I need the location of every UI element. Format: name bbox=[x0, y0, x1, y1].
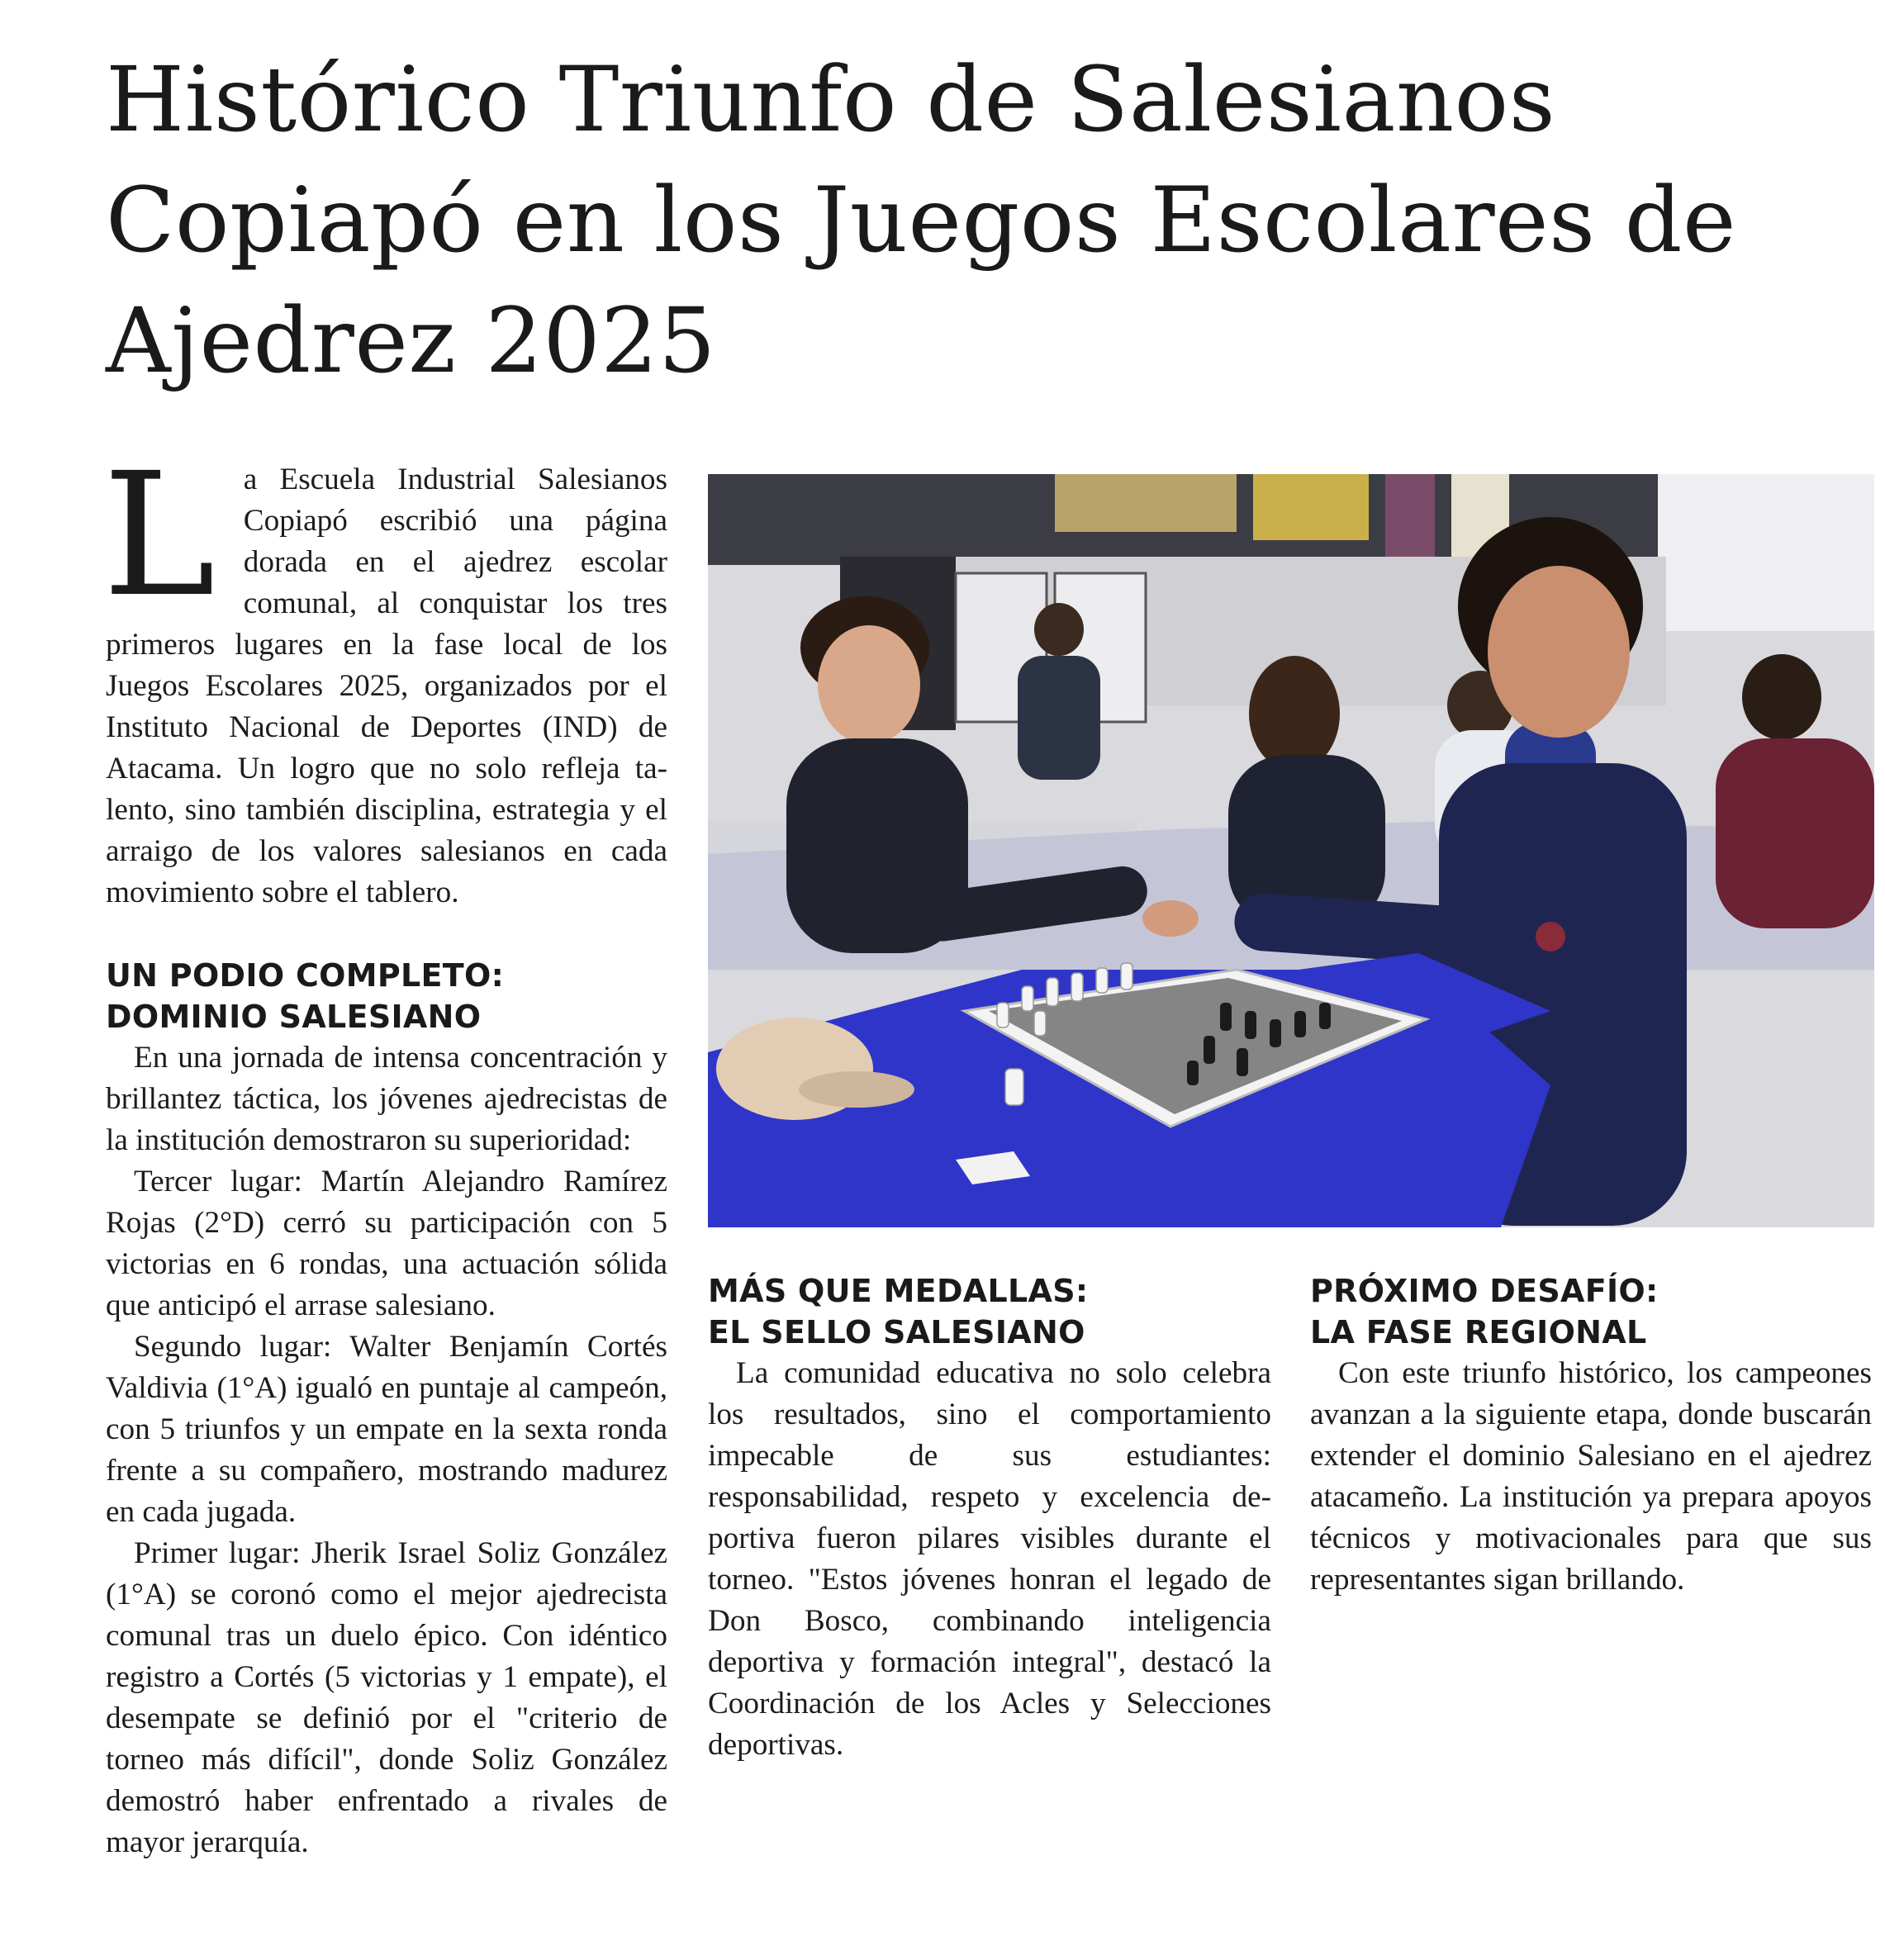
body-paragraph: Tercer lugar: Martín Alejandro Ramírez Rojas (2°D) cerró su participación con 5 victorias en 6 rondas, una actuación sólida que anticipó el arrase salesiano. bbox=[106, 1165, 667, 1322]
article-photo bbox=[708, 474, 1874, 1227]
section-heading-podio bbox=[106, 955, 667, 1037]
heading-line: EL SELLO SALESIANO bbox=[708, 1314, 1085, 1350]
body-paragraph: En una jornada de intensa concentración y brillantez táctica, los jóvenes ajedrecistas de la institución demostraron su superioridad: bbox=[106, 1041, 667, 1157]
drop-cap: L bbox=[102, 436, 216, 634]
intro-text: a Escuela Industrial Salesianos Copiapó escribió una página dorada en el ajedrez escolar comunal, al conquistar los tres primeros lugares en la fase local de los Juegos Escolares 2025, organizados por el Instituto Nacional de Deportes (IND) de Atacama. Un logro que no solo refleja talento, sino también disciplina, estrategia y el arraigo de los valores salesianos en cada movimiento sobre el tablero. bbox=[106, 463, 667, 909]
intro-paragraph bbox=[102, 436, 667, 914]
column-2 bbox=[708, 1270, 1271, 1766]
heading-line: UN PODIO COMPLETO: bbox=[106, 957, 505, 994]
column-3 bbox=[1310, 1270, 1872, 1601]
heading-line: MÁS QUE MEDALLAS: bbox=[708, 1273, 1089, 1309]
section-heading-medallas bbox=[708, 1270, 1271, 1353]
chess-handshake-photo bbox=[708, 474, 1874, 1227]
body-paragraph: Con este triunfo histórico, los campeones avanzan a la siguiente etapa, donde buscarán extender el dominio Salesiano en el ajedrez atacameño. La institución ya prepara apoyos técnicos y motivacionales para que sus representantes sigan brillando. bbox=[1310, 1356, 1872, 1597]
heading-line: LA FASE REGIONAL bbox=[1310, 1314, 1647, 1350]
body-paragraph: La comunidad educativa no solo celebra los resultados, sino el comportamiento impecable de sus estudiantes: responsabilidad, respeto y excelencia deportiva fueron pilares visibles durante el torneo. "Estos jóvenes honran el legado de Don Bosco, combinando inteligencia deportiva y formación integral", destacó la Coordinación de los Acles y Selecciones deportivas. bbox=[708, 1356, 1271, 1762]
section-heading-desafio bbox=[1310, 1270, 1872, 1353]
column-1 bbox=[102, 436, 667, 1863]
heading-line: DOMINIO SALESIANO bbox=[106, 999, 482, 1035]
headline: Histórico Triunfo de Salesianos Copiapó en los Juegos Escolares de Ajedrez 2025 bbox=[106, 47, 1736, 393]
body-paragraph: Segundo lugar: Walter Benjamín Cortés Valdivia (1°A) igualó en puntaje al campeón, con 5 triunfos y un empate en la sexta ronda frente a su compañero, mostrando madurez en cada jugada. bbox=[106, 1330, 667, 1529]
heading-line: PRÓXIMO DESAFÍO: bbox=[1310, 1273, 1659, 1309]
body-paragraph: Primer lugar: Jherik Israel Soliz González (1°A) se coronó como el mejor ajedrecista comunal tras un duelo épico. Con idéntico registro a Cortés (5 victorias y 1 empate), el desempate se definió por el "criterio de torneo más difícil", donde Soliz González demostró haber enfrentado a rivales de mayor jerarquía. bbox=[106, 1536, 667, 1859]
